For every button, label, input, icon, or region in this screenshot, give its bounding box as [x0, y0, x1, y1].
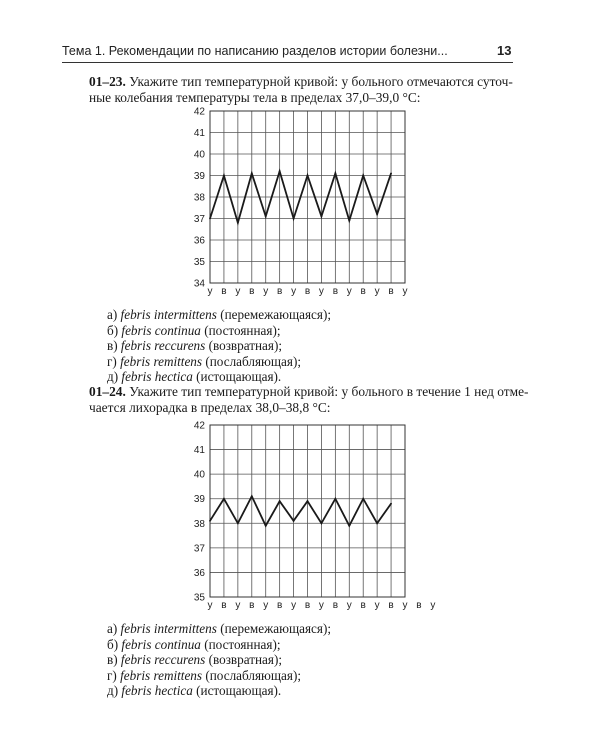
x-tick-label: у	[318, 286, 324, 297]
temperature-point	[251, 172, 253, 174]
temperature-point	[223, 175, 225, 177]
x-tick-label: у	[402, 600, 408, 611]
question-number: 01–24.	[89, 384, 126, 399]
question-text-line1: Укажите тип температурной кривой: у больного отмечаются суточ-	[129, 74, 513, 89]
temperature-point	[334, 498, 336, 500]
y-tick-label: 40	[193, 469, 205, 481]
question-number: 01–23.	[89, 74, 126, 89]
temperature-point	[307, 175, 309, 177]
y-tick-label: 37	[193, 214, 205, 225]
option-b: б) febris continua (постоянная);	[107, 322, 281, 338]
option-a: а) febris intermittens (перемежающаяся);	[107, 621, 331, 636]
y-tick-label: 41	[193, 445, 205, 457]
temperature-curve	[210, 496, 391, 525]
option-g: г) febris remittens (послабляющая);	[107, 667, 302, 683]
temperature-point	[362, 175, 364, 177]
temperature-point	[251, 495, 253, 497]
temperature-point	[334, 172, 336, 174]
y-tick-label: 35	[193, 592, 205, 604]
question-text-line1: Укажите тип температурной кривой: у больного в течение 1 нед отме-	[129, 384, 529, 399]
option-d: д) febris hectica (истощающая).	[107, 369, 282, 384]
x-tick-label: в	[249, 286, 255, 297]
y-tick-label: 41	[193, 128, 205, 139]
temperature-point	[237, 522, 239, 524]
x-tick-label: у	[235, 286, 241, 297]
x-tick-label: у	[374, 600, 380, 611]
temperature-point	[376, 213, 378, 215]
x-tick-label: у	[263, 286, 269, 297]
x-tick-label: в	[360, 286, 366, 297]
option-v: в) febris reccurens (возвратная);	[107, 652, 283, 667]
temperature-point	[348, 525, 350, 527]
x-tick-label: у	[402, 286, 408, 297]
x-tick-label: у	[291, 286, 297, 297]
temperature-point	[209, 520, 211, 522]
x-tick-label: у	[207, 600, 213, 611]
options-01-23	[107, 307, 331, 385]
temperature-point	[237, 222, 239, 224]
temperature-point	[307, 500, 309, 502]
temperature-point	[390, 172, 392, 174]
x-tick-label: у	[374, 286, 380, 297]
option-b: б) febris continua (постоянная);	[107, 636, 281, 652]
x-tick-label: в	[221, 600, 227, 611]
temperature-point	[279, 170, 281, 172]
y-tick-label: 36	[193, 567, 205, 579]
y-tick-label: 42	[193, 106, 205, 118]
temperature-point	[390, 503, 392, 505]
option-g: г) febris remittens (послабляющая);	[107, 353, 302, 369]
temperature-point	[362, 498, 364, 500]
chart-grid	[210, 425, 405, 597]
y-tick-label: 35	[193, 257, 205, 268]
x-tick-label: в	[276, 600, 283, 611]
y-tick-label: 38	[193, 192, 205, 204]
x-tick-label: в	[304, 286, 311, 297]
x-tick-label: в	[416, 600, 422, 611]
question-text-line2: ные колебания температуры тела в пределах 37,0–39,0 °С:	[89, 90, 421, 105]
x-tick-label: у	[346, 286, 352, 297]
y-tick-label: 39	[193, 494, 205, 506]
question-01-24	[89, 384, 529, 416]
x-tick-label: у	[235, 600, 241, 611]
x-tick-label: у	[318, 600, 324, 611]
temperature-point	[223, 498, 225, 500]
temperature-point	[376, 522, 378, 524]
page-number: 13	[497, 43, 512, 58]
x-tick-label: в	[332, 286, 339, 297]
x-tick-label: в	[388, 600, 394, 611]
temperature-point	[293, 520, 295, 522]
question-text-line2: чается лихорадка в пределах 38,0–38,8 °С:	[89, 400, 331, 415]
temperature-point	[209, 218, 211, 220]
temperature-point	[279, 500, 281, 502]
x-tick-label: в	[249, 600, 255, 611]
temperature-point	[265, 215, 267, 217]
y-tick-label: 37	[193, 543, 205, 555]
x-tick-label: в	[221, 286, 227, 297]
x-tick-label: в	[332, 600, 339, 611]
temperature-chart-01-24	[180, 414, 436, 614]
y-tick-label: 36	[193, 235, 205, 247]
y-tick-label: 42	[193, 420, 205, 432]
x-tick-label: в	[276, 286, 283, 297]
chart-grid	[210, 111, 405, 283]
running-header-title: Тема 1. Рекомендации по написанию разделов истории болезни...	[62, 44, 448, 58]
options-01-24	[107, 621, 331, 699]
y-tick-label: 38	[193, 518, 205, 530]
x-tick-label: в	[388, 286, 394, 297]
y-tick-label: 40	[193, 149, 205, 161]
temperature-point	[293, 218, 295, 220]
temperature-point	[265, 525, 267, 527]
option-a: а) febris intermittens (перемежающаяся);	[107, 307, 331, 322]
x-tick-label: в	[360, 600, 366, 611]
x-tick-label: у	[207, 286, 213, 297]
temperature-point	[321, 215, 323, 217]
x-tick-label: у	[291, 600, 297, 611]
x-tick-label: у	[430, 600, 436, 611]
x-tick-label: у	[263, 600, 269, 611]
x-tick-label: у	[346, 600, 352, 611]
temperature-chart-01-23	[180, 100, 430, 300]
x-tick-label: в	[304, 600, 311, 611]
temperature-point	[348, 220, 350, 222]
option-d: д) febris hectica (истощающая).	[107, 683, 282, 698]
option-v: в) febris reccurens (возвратная);	[107, 338, 283, 353]
header-divider	[62, 62, 513, 63]
temperature-point	[321, 522, 323, 524]
y-tick-label: 39	[193, 171, 205, 182]
y-tick-label: 34	[193, 278, 205, 290]
